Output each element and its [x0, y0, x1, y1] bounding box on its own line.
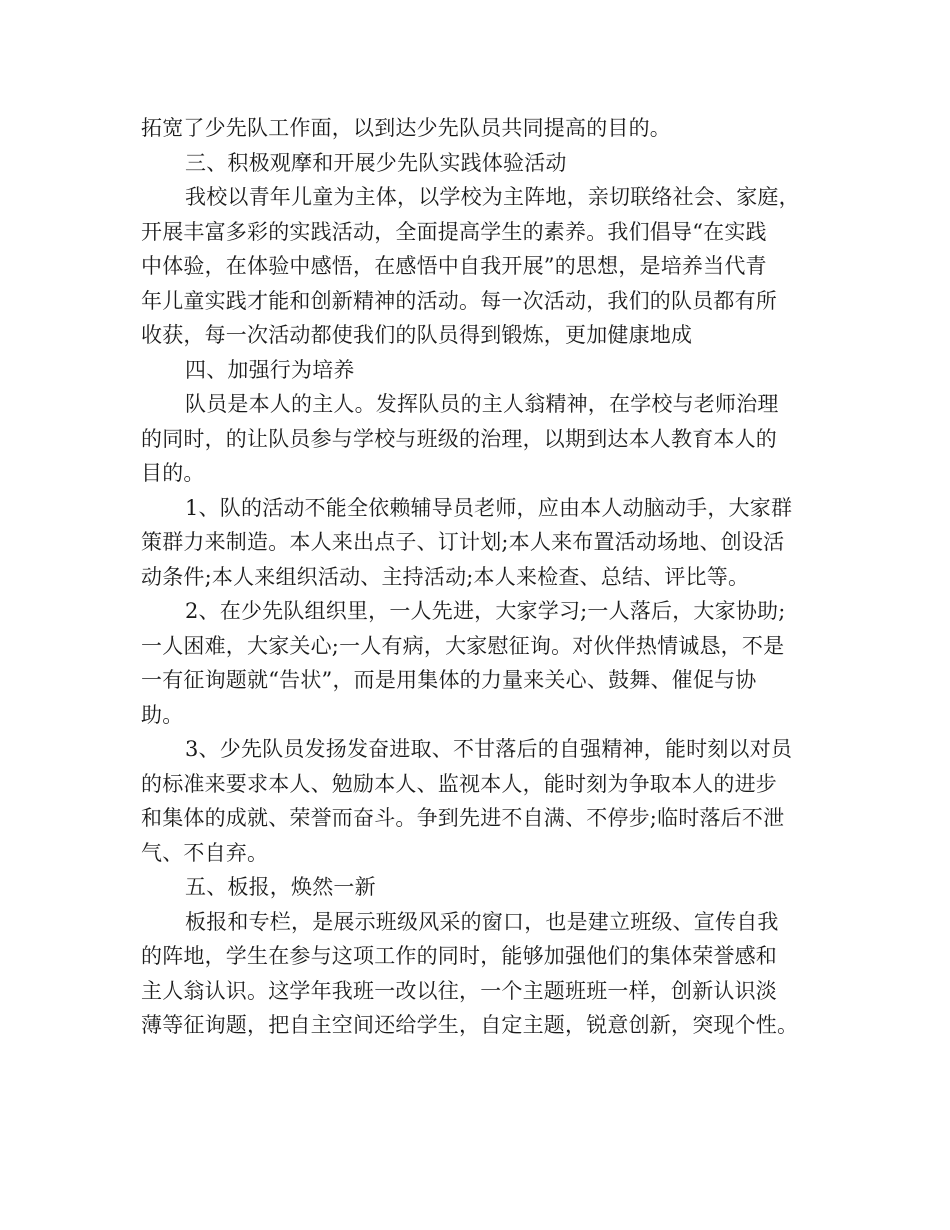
text-line: 收获，每一次活动都使我们的队员得到锻炼，更加健康地成 [141, 323, 693, 347]
section-heading-3: 三、积极观摩和开展少先队实践体验活动 [185, 150, 567, 175]
text-line: 和集体的成就、荣誉而奋斗。争到先进不自满、不停步;临时落后不泄 [141, 806, 785, 830]
text-line: 中体验，在体验中感悟，在感悟中自我开展”的思想，是培养当代青 [141, 254, 767, 278]
text-line: 助。 [141, 702, 184, 727]
text-line: 的同时，的让队员参与学校与班级的治理，以期到达本人教育本人的 [141, 426, 777, 451]
list-item-3: 3、少先队员发扬发奋进取、不甘落后的自强精神，能时刻以对员 [185, 737, 793, 761]
text-line: 的阵地，学生在参与这项工作的同时，能够加强他们的集体荣誉感和 [141, 944, 777, 968]
text-line: 动条件;本人来组织活动、主持活动;本人来检查、总结、评比等。 [141, 564, 750, 589]
section-heading-5: 五、板报，焕然一新 [185, 875, 376, 899]
text-line: 一人困难，大家关心;一人有病，大家慰征询。对伙伴热情诚恳，不是 [141, 633, 785, 658]
text-line: 开展丰富多彩的实践活动，全面提高学生的素养。我们倡导“在实践 [141, 219, 767, 244]
text-line: 主人翁认识。这学年我班一改以往，一个主题班班一样，创新认识淡 [141, 978, 777, 1003]
text-line: 薄等征询题，把自主空间还给学生，自定主题，锐意创新，突现个性。 [141, 1013, 799, 1037]
text-line: 板报和专栏，是展示班级风采的窗口，也是建立班级、宣传自我 [185, 909, 779, 934]
text-line: 队员是本人的主人。发挥队员的主人翁精神，在学校与老师治理 [185, 392, 779, 416]
document-body [141, 111, 831, 1043]
text-line: 气、不自弃。 [141, 840, 269, 865]
text-line: 目的。 [141, 461, 205, 485]
list-item-2: 2、在少先队组织里，一人先进，大家学习;一人落后，大家协助; [185, 599, 786, 623]
text-line: 策群力来制造。本人来出点子、订计划;本人来布置活动场地、创设活 [141, 530, 785, 554]
section-heading-4: 四、加强行为培养 [185, 357, 355, 382]
text-line: 一有征询题就“告状”，而是用集体的力量来关心、鼓舞、催促与协 [141, 668, 757, 692]
text-line: 年儿童实践才能和创新精神的活动。每一次活动，我们的队员都有所 [141, 288, 777, 313]
text-line: 拓宽了少先队工作面，以到达少先队员共同提高的目的。 [141, 116, 671, 140]
list-item-1: 1、队的活动不能全依赖辅导员老师，应由本人动脑动手，大家群 [185, 495, 793, 520]
text-line: 我校以青年儿童为主体，以学校为主阵地，亲切联络社会、家庭， [185, 185, 800, 209]
text-line: 的标准来要求本人、勉励本人、监视本人，能时刻为争取本人的进步 [141, 771, 777, 796]
